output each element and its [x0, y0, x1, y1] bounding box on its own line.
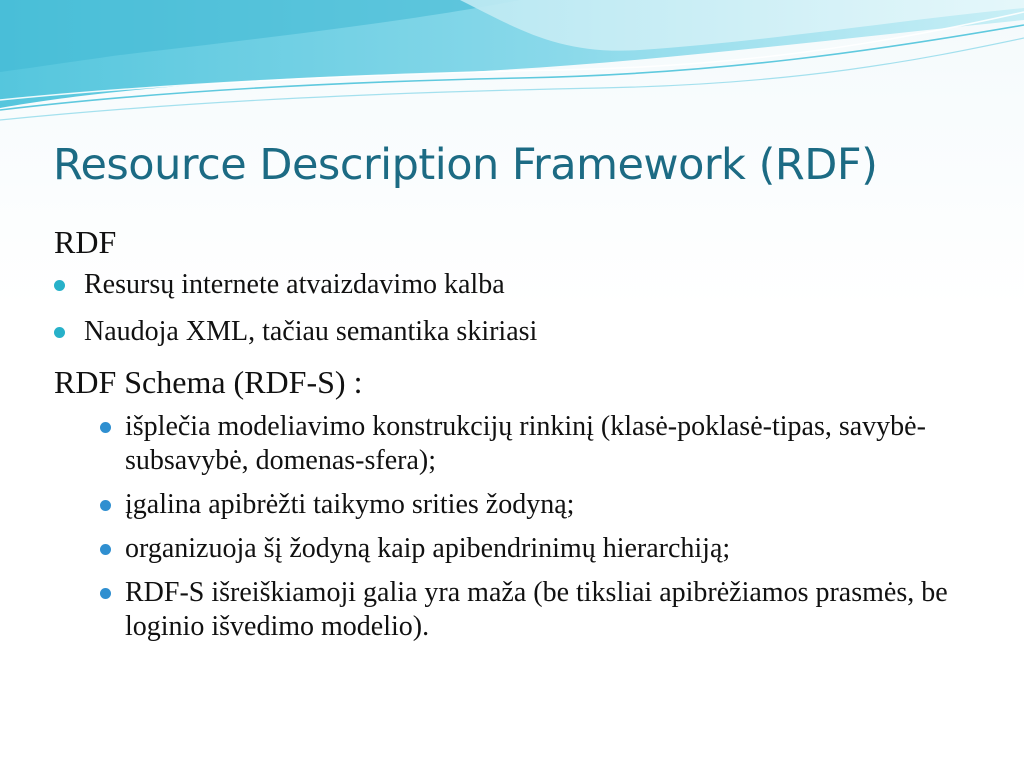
list-item-text: RDF-S išreiškiamoji galia yra maža (be tiksliai apibrėžiamos prasmės, be loginio išvedimo modelio). [125, 577, 948, 642]
list-item [98, 488, 974, 522]
bullet-dot-icon [54, 327, 65, 338]
bullet-dot-icon [100, 500, 111, 511]
bullet-dot-icon [100, 544, 111, 555]
list-item-text: Naudoja XML, tačiau semantika skiriasi [84, 316, 538, 347]
rdf-bullet-list [54, 268, 974, 349]
list-item [98, 410, 974, 478]
slide-body [54, 222, 974, 654]
list-item-text: organizuoja šį žodyną kaip apibendrinimų hierarchiją; [125, 533, 731, 564]
list-item [98, 576, 974, 644]
rdfs-bullet-list [98, 410, 974, 644]
list-item-text: Resursų internete atvaizdavimo kalba [84, 269, 505, 300]
list-item [54, 268, 974, 302]
section-heading-rdf: RDF [54, 224, 117, 260]
section-heading-rdfs: RDF Schema (RDF-S) : [54, 364, 363, 400]
list-item-text: išplečia modeliavimo konstrukcijų rinkinį (klasė-poklasė-tipas, savybė-subsavybė, domenas-sfera); [125, 411, 926, 476]
bullet-dot-icon [100, 422, 111, 433]
bullet-dot-icon [54, 280, 65, 291]
list-item-text: įgalina apibrėžti taikymo srities žodyną; [125, 489, 575, 520]
header-wave-decoration [0, 0, 1024, 130]
list-item [54, 315, 974, 349]
bullet-dot-icon [100, 588, 111, 599]
slide-title: Resource Description Framework (RDF) [53, 140, 878, 190]
list-item [98, 532, 974, 566]
